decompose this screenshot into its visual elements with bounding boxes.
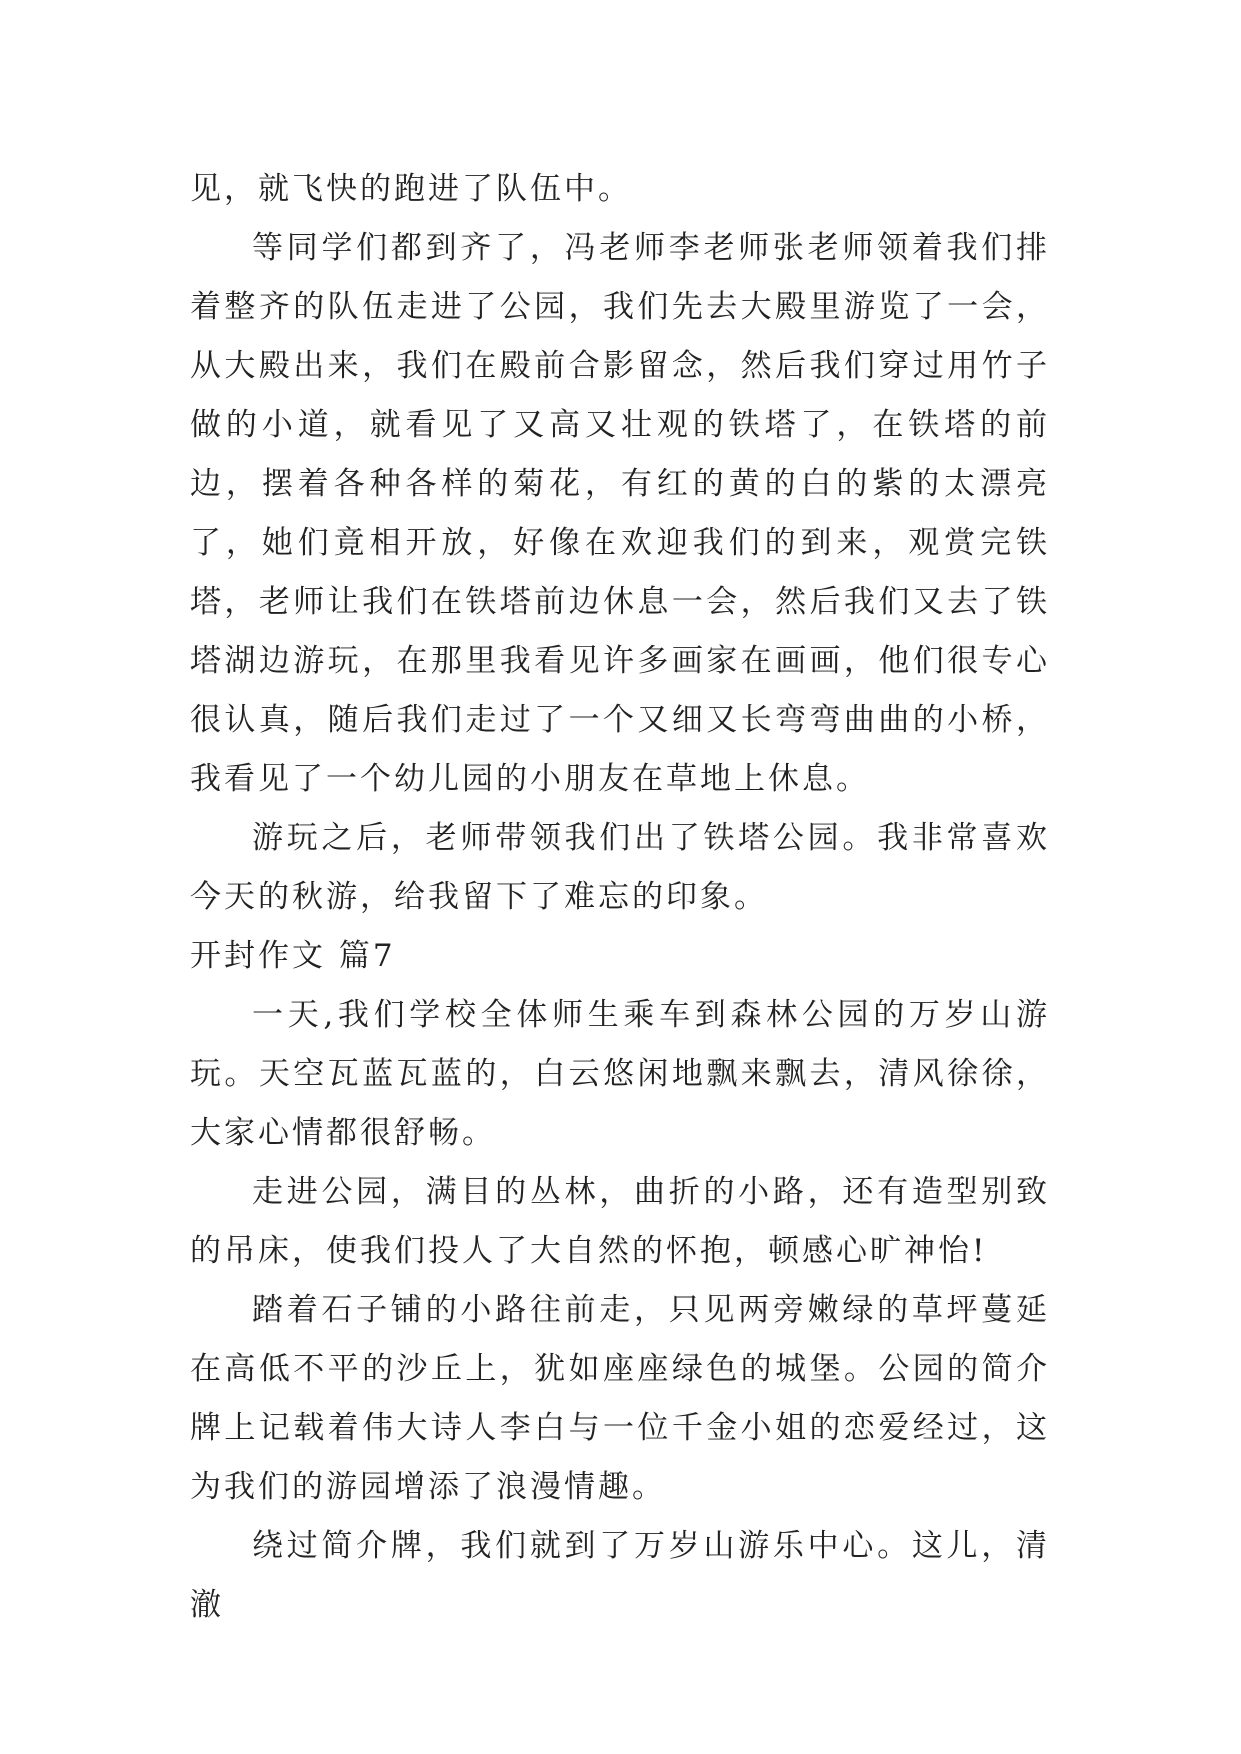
paragraph: 游玩之后，老师带领我们出了铁塔公园。我非常喜欢今天的秋游，给我留下了难忘的印象。 [190, 820, 1050, 915]
paragraph: 绕过简介牌，我们就到了万岁山游乐中心。这儿，清澈 [190, 1528, 1050, 1623]
paragraph: 一天,我们学校全体师生乘车到森林公园的万岁山游玩。天空瓦蓝瓦蓝的，白云悠闲地飘来飘去，清风徐徐，大家心情都很舒畅。 [190, 997, 1050, 1151]
paragraph: 走进公园，满目的丛林，曲折的小路，还有造型别致的吊床，使我们投人了大自然的怀抱，顿感心旷神怡! [190, 1174, 1050, 1269]
paragraph: 踏着石子铺的小路往前走，只见两旁嫩绿的草坪蔓延在高低不平的沙丘上，犹如座座绿色的城堡。公园的简介牌上记载着伟大诗人李白与一位千金小姐的恋爱经过，这为我们的游园增添了浪漫情趣。 [190, 1292, 1050, 1505]
document-body [190, 160, 1050, 1635]
paragraph: 等同学们都到齐了，冯老师李老师张老师领着我们排着整齐的队伍走进了公园，我们先去大殿里游览了一会，从大殿出来，我们在殿前合影留念，然后我们穿过用竹子做的小道，就看见了又高又壮观的铁塔了，在铁塔的前边，摆着各种各样的菊花，有红的黄的白的紫的太漂亮了，她们竟相开放，好像在欢迎我们的到来，观赏完铁塔，老师让我们在铁塔前边休息一会，然后我们又去了铁塔湖边游玩，在那里我看见许多画家在画画，他们很专心很认真，随后我们走过了一个又细又长弯弯曲曲的小桥，我看见了一个幼儿园的小朋友在草地上休息。 [190, 230, 1050, 797]
section-heading: 开封作文 篇7 [190, 938, 396, 974]
paragraph-continuation: 见，就飞快的跑进了队伍中。 [190, 171, 632, 207]
